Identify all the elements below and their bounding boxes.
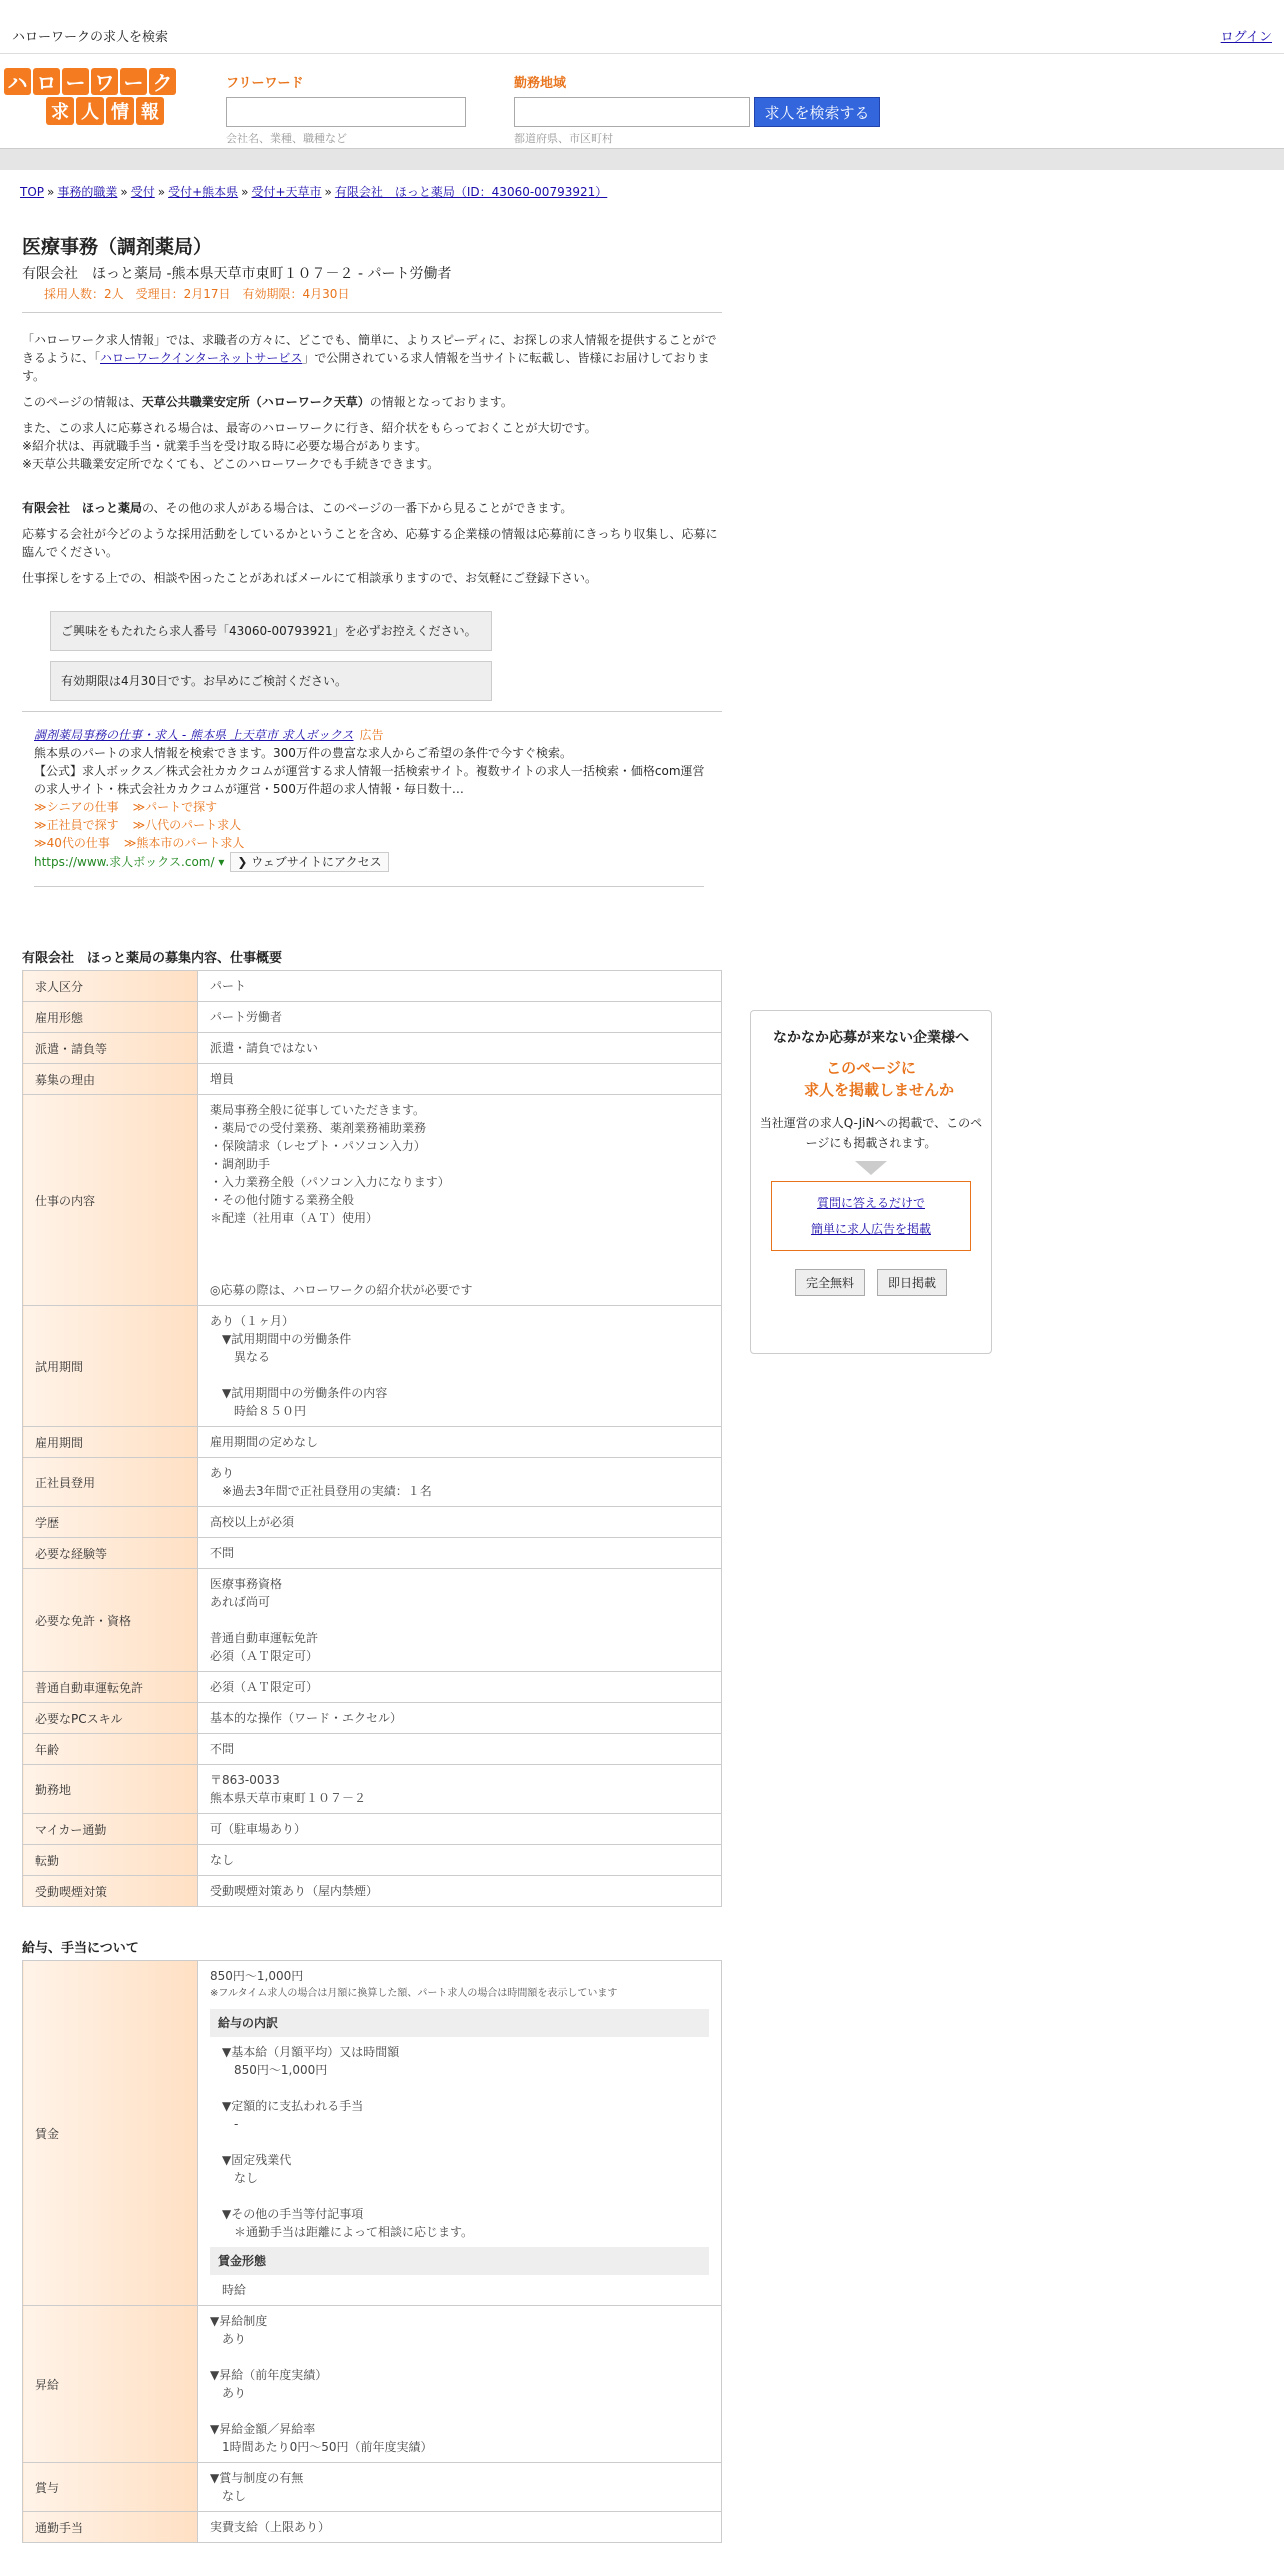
details-title: 有限会社 ほっと薬局の募集内容、仕事概要 <box>22 951 283 966</box>
value-line <box>210 2402 709 2420</box>
table-row <box>23 971 722 1002</box>
value-line: 850円〜1,000円 <box>222 2063 328 2077</box>
row-value-line: ・入力業務全般（パソコン入力になります） <box>210 1175 450 1189</box>
row-value-line: 熊本県天草市東町１０７－２ <box>210 1791 367 1805</box>
table-row <box>23 1538 722 1569</box>
ad-link[interactable]: ≫熊本市のパート求人 <box>123 836 245 850</box>
intro-paragraph-6: 有限会社 ほっと薬局の、その他の求人がある場合は、このページの一番下から見ることができます。 <box>22 501 573 515</box>
keyword-hint: 会社名、業種、職種など <box>226 132 347 145</box>
row-key: 昇給 <box>23 2306 198 2463</box>
sidebar-catchcopy: このページに 求人を掲載しませんか <box>803 1059 954 1099</box>
table-row <box>23 1734 722 1765</box>
value-line <box>222 2187 709 2205</box>
breakdown-list <box>210 2043 709 2241</box>
breadcrumb-link[interactable]: 受付+熊本県 <box>168 185 239 199</box>
row-value-line: 〒863-0033 <box>210 1773 280 1787</box>
row-key: 必要な免許・資格 <box>23 1569 198 1672</box>
row-key: 必要なPCスキル <box>23 1703 198 1734</box>
ad-url[interactable]: https://www.求人ボックス.com/ <box>34 855 215 869</box>
ad-block <box>34 726 716 887</box>
salary-table <box>22 1960 722 2543</box>
row-value-line: ・保険請求（レセプト・パソコン入力） <box>210 1139 426 1153</box>
value-line: なし <box>210 2489 247 2503</box>
table-row <box>23 1002 722 1033</box>
table-row <box>23 1306 722 1427</box>
wage-form-heading: 賃金形態 <box>210 2247 709 2275</box>
ad-link[interactable]: ≫パートで探す <box>132 800 218 814</box>
area-hint: 都道府県、市区町村 <box>514 132 613 145</box>
row-value-line: あり <box>210 1466 235 1480</box>
note-job-number: ご興味をもたれたら求人番号「43060-00793921」を必ずお控えください。 <box>50 611 492 651</box>
breadcrumb-link[interactable]: TOP <box>20 185 45 199</box>
value-line: ▼昇給金額／昇給率 <box>210 2422 316 2436</box>
intro-paragraph-8: 仕事探しをする上での、相談や困ったことがあればメールにて相談承りますので、お気軽にご登録下さい。 <box>22 571 598 585</box>
intro-paragraph-3: また、この求人に応募される場合は、最寄のハローワークに行き、紹介状をもらっておくことが大切です。 <box>22 421 597 435</box>
row-key: 年齢 <box>23 1734 198 1765</box>
value-line <box>222 2079 709 2097</box>
row-key: 求人区分 <box>23 971 198 1002</box>
row-value-line: 医療事務資格 <box>210 1577 283 1591</box>
row-value-line: 基本的な操作（ワード・エクセル） <box>210 1711 403 1725</box>
table-row <box>23 1672 722 1703</box>
breadcrumb-separator: » <box>120 185 128 199</box>
value-line: ▼基本給（月額平均）又は時間額 <box>222 2045 400 2059</box>
free-button[interactable]: 完全無料 <box>795 1269 865 1296</box>
hellowork-logo[interactable] <box>4 68 182 126</box>
row-key: 仕事の内容 <box>23 1095 198 1306</box>
row-key: 試用期間 <box>23 1306 198 1427</box>
table-row <box>23 1876 722 1907</box>
row-value-line: ※過去3年間で正社員登用の実績：１名 <box>210 1484 432 1498</box>
row-value-line: ▼試用期間中の労働条件の内容 <box>210 1386 388 1400</box>
job-title: 医療事務（調剤薬局） <box>22 236 213 258</box>
row-key: 通勤手当 <box>23 2512 198 2543</box>
keyword-search <box>226 72 466 146</box>
same-day-button[interactable]: 即日掲載 <box>877 1269 947 1296</box>
area-search <box>514 72 750 146</box>
row-value-line: 異なる <box>210 1350 271 1364</box>
table-row <box>23 1064 722 1095</box>
value-line <box>210 2348 709 2366</box>
row-value-line: 不問 <box>210 1742 235 1756</box>
header <box>0 54 1284 148</box>
ad-tag: 広告 <box>359 728 384 742</box>
row-key: 雇用期間 <box>23 1427 198 1458</box>
row-value-line: 必須（ＡＴ限定可） <box>210 1680 319 1694</box>
row-value-line: なし <box>210 1853 235 1867</box>
row-value-line: 雇用期間の定めなし <box>210 1435 319 1449</box>
table-row <box>23 2512 722 2543</box>
salary-title: 給与、手当について <box>22 1941 139 1956</box>
value-line: 1時間あたり0円〜50円（前年度実績） <box>210 2440 433 2454</box>
breadcrumb-link[interactable]: 事務的職業 <box>57 185 118 199</box>
row-value-line: 薬局事務全般に従事していただきます。 <box>210 1103 426 1117</box>
ad-title-link[interactable]: 調剤薬局事務の仕事・求人 - 熊本県 上天草市 求人ボックス <box>34 728 354 742</box>
ad-link[interactable]: ≫正社員で探す <box>34 818 119 832</box>
logo-char: ワ <box>91 68 118 95</box>
row-value-line: 時給８５０円 <box>210 1404 307 1418</box>
value-line: ▼定額的に支払われる手当 <box>222 2099 364 2113</box>
row-key: 賃金 <box>23 1961 198 2306</box>
row-value-line: ▼試用期間中の労働条件 <box>210 1332 352 1346</box>
row-key: 賞与 <box>23 2463 198 2512</box>
value-line: ▼その他の手当等付記事項 <box>222 2207 364 2221</box>
row-key: 派遣・請負等 <box>23 1033 198 1064</box>
row-value-line <box>210 1227 709 1245</box>
breadcrumb-link[interactable]: 受付+天草市 <box>251 185 322 199</box>
table-row <box>23 1458 722 1507</box>
wage-note: ※フルタイム求人の場合は月額に換算した額、パート求人の場合は時間額を表示しています <box>210 1988 618 1999</box>
ad-visit-button[interactable]: ❯ ウェブサイトにアクセス <box>230 852 388 872</box>
row-value-line: 受動喫煙対策あり（屋内禁煙） <box>210 1884 379 1898</box>
sidebar-links <box>771 1181 971 1251</box>
row-value-line: ◎応募の際は、ハローワークの紹介状が必要です <box>210 1283 473 1297</box>
breadcrumb <box>20 183 607 200</box>
table-row <box>23 1507 722 1538</box>
divider-bar <box>0 148 1284 170</box>
note-expiry: 有効期限は4月30日です。お早めにご検討ください。 <box>50 661 492 701</box>
table-row <box>23 1814 722 1845</box>
ad-link[interactable]: ≫シニアの仕事 <box>34 800 119 814</box>
value-line: 実費支給（上限あり） <box>210 2520 331 2534</box>
row-value-line: ・調剤助手 <box>210 1157 271 1171</box>
hellowork-internet-link[interactable]: ハローワークインターネットサービス <box>100 351 303 365</box>
breadcrumb-separator: » <box>157 185 166 199</box>
intro-paragraph-1: 「ハローワーク求人情報」では、求職者の方々に、どこでも、簡単に、よりスピーディに、お探しの求人情報を提供することができるように、「ハローワークインターネットサービス」で公開されている求人情報を当サイトに転載し、皆様にお届けしております。 <box>22 333 717 383</box>
logo-char: 人 <box>76 97 104 125</box>
area-label: 勤務地域 <box>514 76 567 91</box>
logo-char: 報 <box>136 97 164 125</box>
table-row <box>23 1427 722 1458</box>
row-value-line: 高校以上が必須 <box>210 1515 295 1529</box>
breakdown-heading: 給与の内訳 <box>210 2009 709 2037</box>
value-line: ▼昇給（前年度実績） <box>210 2368 328 2382</box>
row-value-line <box>210 1366 709 1384</box>
row-value-line: 増員 <box>210 1072 235 1086</box>
table-row <box>23 1961 722 2306</box>
sidebar-link-post-ad[interactable]: 簡単に求人広告を掲載 <box>810 1222 931 1236</box>
top-bar <box>0 0 1284 54</box>
row-value-line: 派遣・請負ではない <box>210 1041 319 1055</box>
keyword-input[interactable] <box>226 97 466 127</box>
row-value-line: パート <box>210 979 247 993</box>
intro-paragraph-5: ※天草公共職業安定所でなくても、どこのハローワークでも手続きできます。 <box>22 457 440 471</box>
ad-url-caret-icon: ▾ <box>214 855 225 869</box>
value-line: ▼賞与制度の有無 <box>210 2471 304 2485</box>
sidebar-link-questions[interactable]: 質問に答えるだけで <box>816 1196 925 1210</box>
row-value-line: 必須（ＡＴ限定可） <box>210 1649 319 1663</box>
breadcrumb-separator: » <box>241 185 249 199</box>
value-line: ▼固定残業代 <box>222 2153 292 2167</box>
table-row <box>23 2463 722 2512</box>
search-button[interactable]: 求人を検索する <box>754 97 880 127</box>
keyword-label: フリーワード <box>226 76 304 91</box>
row-key: 雇用形態 <box>23 1002 198 1033</box>
table-row <box>23 1095 722 1306</box>
row-value-line: パート労働者 <box>210 1010 283 1024</box>
logo-char: 求 <box>46 97 74 125</box>
value-line: ▼昇給制度 <box>210 2314 268 2328</box>
row-key: 転勤 <box>23 1845 198 1876</box>
breadcrumb-link[interactable]: 受付 <box>130 185 155 199</box>
logo-char: ロ <box>33 68 60 95</box>
row-value-line: あり（１ヶ月） <box>210 1314 295 1328</box>
wage-range: 850円〜1,000円 <box>210 1969 304 1983</box>
row-key: 必要な経験等 <box>23 1538 198 1569</box>
row-value-line: ・その他付随する業務全般 <box>210 1193 355 1207</box>
ad-line-2: 【公式】求人ボックス／株式会社カカクコムが運営する求人情報一括検索サイト。複数サイトの求人一括検索・価格com運営の求人サイト・株式会社カカクコムが運営・500万件超の求人情報・毎日数十… <box>34 764 705 796</box>
breadcrumb-link[interactable]: 有限会社 ほっと薬局（ID：43060-00793921） <box>334 185 608 199</box>
table-row <box>23 1033 722 1064</box>
table-row <box>23 2306 722 2463</box>
logo-char: ク <box>149 68 176 95</box>
row-key: 学歴 <box>23 1507 198 1538</box>
row-value-line <box>210 1245 709 1263</box>
ad-link[interactable]: ≫八代のパート求人 <box>132 818 242 832</box>
sidebar-text: 当社運営の求人Q-JiNへの掲載で、このページにも掲載されます。 <box>759 1116 983 1150</box>
table-row <box>23 1569 722 1672</box>
advertise-sidebar <box>750 1010 992 1354</box>
row-value-line: あれば尚可 <box>210 1595 271 1609</box>
main-content <box>22 232 722 2543</box>
ad-line-1: 熊本県のパートの求人情報を検索できます。300万件の豊富な求人からご希望の条件で今すぐ検索。 <box>34 746 572 760</box>
logo-char: ー <box>62 68 89 95</box>
row-value-line: 普通自動車運転免許 <box>210 1631 319 1645</box>
row-key: 受動喫煙対策 <box>23 1876 198 1907</box>
details-table <box>22 970 722 1907</box>
value-line: あり <box>210 2332 247 2346</box>
intro-paragraph-7: 応募する会社が今どのような採用活動をしているかということを含め、応募する企業様の情報は応募前にきっちり収集し、応募に臨んでください。 <box>22 527 718 559</box>
intro-paragraph-4: ※紹介状は、再就職手当・就業手当を受け取る時に必要な場合があります。 <box>22 439 428 453</box>
logo-char: ー <box>120 68 147 95</box>
wage-form: 時給 <box>222 2283 247 2297</box>
value-line: あり <box>210 2386 247 2400</box>
ad-link[interactable]: ≫40代の仕事 <box>34 836 110 850</box>
job-meta: 採用人数：2人 受理日：2月17日 有効期限：4月30日 <box>44 287 350 301</box>
value-line: - <box>222 2117 239 2131</box>
table-row <box>23 1845 722 1876</box>
down-arrow-icon <box>855 1161 887 1175</box>
intro-paragraph-2: このページの情報は、天草公共職業安定所（ハローワーク天草）の情報となっております。 <box>22 395 513 409</box>
value-line: なし <box>222 2171 259 2185</box>
row-key: 勤務地 <box>23 1765 198 1814</box>
logo-char: ハ <box>4 68 31 95</box>
row-key: 普通自動車運転免許 <box>23 1672 198 1703</box>
row-key: 募集の理由 <box>23 1064 198 1095</box>
row-value-line <box>210 1611 709 1629</box>
breadcrumb-separator: » <box>324 185 332 199</box>
row-value-line: ・薬局での受付業務、薬剤業務補助業務 <box>210 1121 427 1135</box>
breadcrumb-separator: » <box>47 185 55 199</box>
table-row <box>23 1765 722 1814</box>
row-key: マイカー通勤 <box>23 1814 198 1845</box>
row-value-line: 不問 <box>210 1546 235 1560</box>
logo-char: 情 <box>106 97 134 125</box>
job-subtitle: 有限会社 ほっと薬局 -熊本県天草市東町１０７－２ - パート労働者 <box>22 266 452 282</box>
site-title: ハローワークの求人を検索 <box>12 30 169 45</box>
row-value-line <box>210 1263 709 1281</box>
value-line: ＊通勤手当は距離によって相談に応じます。 <box>222 2225 474 2239</box>
login-link[interactable]: ログイン <box>1220 30 1272 45</box>
row-value-line: ＊配達（社用車（ＡＴ）使用） <box>210 1211 379 1225</box>
sidebar-heading: なかなか応募が来ない企業様へ <box>773 1030 969 1046</box>
table-row <box>23 1703 722 1734</box>
area-input[interactable] <box>514 97 750 127</box>
row-value-line: 可（駐車場あり） <box>210 1822 307 1836</box>
value-line <box>222 2133 709 2151</box>
row-key: 正社員登用 <box>23 1458 198 1507</box>
